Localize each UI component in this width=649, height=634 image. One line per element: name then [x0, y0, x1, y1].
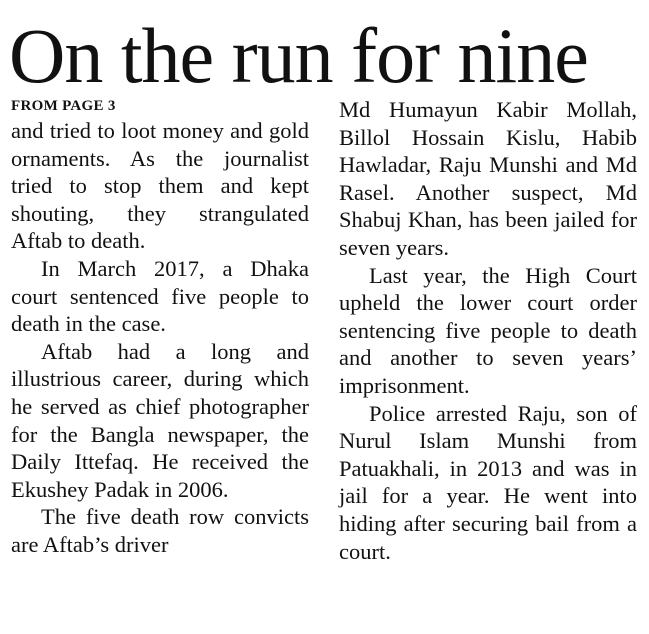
headline: On the run for nine — [9, 12, 588, 99]
article-column-right — [339, 96, 637, 565]
jump-line: FROM PAGE 3 — [11, 98, 116, 114]
paragraph-high-court: Last year, the High Court upheld the lower court order sentencing five people to death and another to seven years’ imprisonment. — [339, 262, 637, 398]
paragraph-continuation: and tried to loot money and gold ornaments. As the journalist tried to stop them and kept shouting, they strangulated Aftab to death. — [11, 118, 309, 254]
paragraph-convicts: The five death row convicts are Aftab’s driver — [11, 504, 309, 557]
paragraph-career: Aftab had a long and illustrious career, during which he served as chief photographer for the Bangla newspaper, the Daily Ittefaq. He received the Ekushey Padak in 2006. — [11, 338, 309, 502]
paragraph-convict-names: Md Humayun Kabir Mollah, Billol Hossain Kislu, Habib Hawladar, Raju Munshi and Md Rasel. Another suspect, Md Shabuj Khan, has been jailed for seven years. — [339, 97, 637, 260]
paragraph-verdict: In March 2017, a Dhaka court sentenced five people to death in the case. — [11, 255, 309, 337]
article-column-left — [11, 96, 309, 559]
paragraph-arrest: Police arrested Raju, son of Nurul Islam Munshi from Patuakhali, in 2013 and was in jail for a year. He went into hiding after securing bail from a court. — [339, 400, 637, 564]
